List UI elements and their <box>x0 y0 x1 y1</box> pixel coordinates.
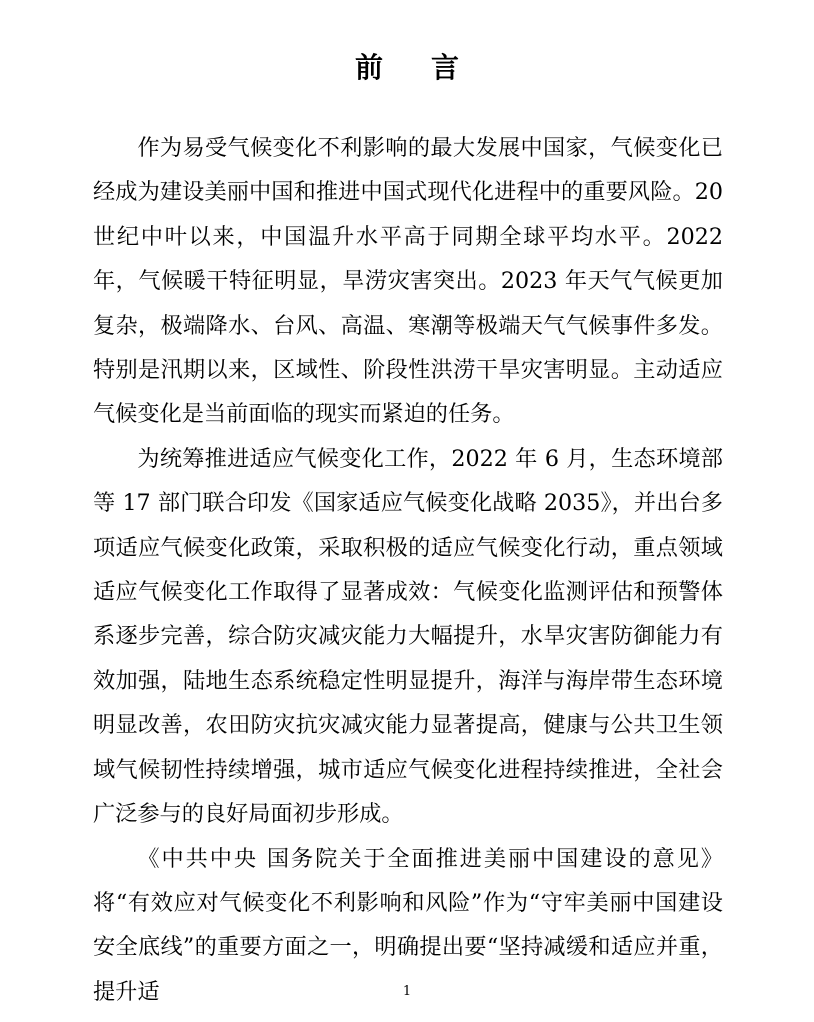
page-title: 前言 <box>354 51 507 84</box>
body-text <box>93 126 723 1014</box>
paragraph-1: 作为易受气候变化不利影响的最大发展中国家，气候变化已经成为建设美丽中国和推进中国式现代化进程中的重要风险。20 世纪中叶以来，中国温升水平高于同期全球平均水平。2022 年，气候暖干特征明显，旱涝灾害突出。2023 年天气气候更加复杂，极端降水、台风、高温、寒潮等极端天气气候事件多发。特别是汛期以来，区域性、阶段性洪涝干旱灾害明显。主动适应气候变化是当前面临的现实而紧迫的任务。 <box>93 135 723 428</box>
page-number: 1 <box>402 984 412 999</box>
paragraph-2: 为统筹推进适应气候变化工作，2022 年 6 月，生态环境部等 17 部门联合印发《国家适应气候变化战略 2035》，并出台多项适应气候变化政策，采取积极的适应气候变化行动，重点领域适应气候变化工作取得了显著成效：气候变化监测评估和预警体系逐步完善，综合防灾减灾能力大幅提升，水旱灾害防御能力有效加强，陆地生态系统稳定性明显提升，海洋与海岸带生态环境明显改善，农田防灾抗灾减灾能力显著提高，健康与公共卫生领域气候韧性持续增强，城市适应气候变化进程持续推进，全社会广泛参与的良好局面初步形成。 <box>93 445 723 828</box>
paragraph-3: 《中共中央 国务院关于全面推进美丽中国建设的意见》将“有效应对气候变化不利影响和风险”作为“守牢美丽中国建设安全底线”的重要方面之一，明确提出要“坚持减缓和适应并重，提升适 <box>93 845 723 1005</box>
